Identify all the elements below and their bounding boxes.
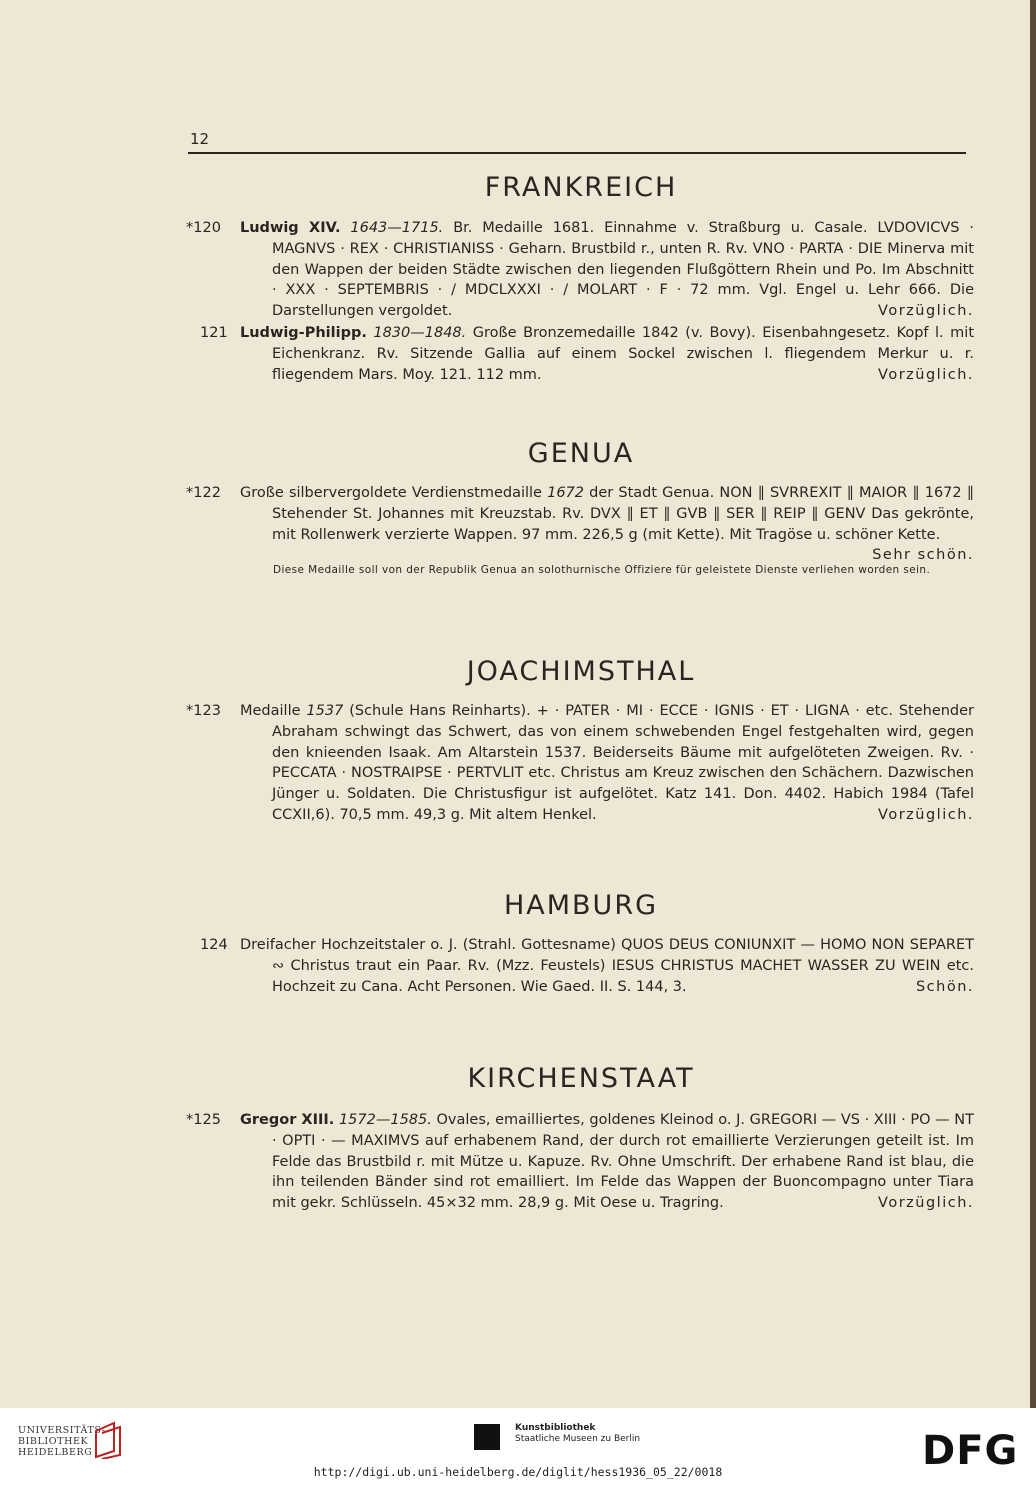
catalog-entry-123: [186, 701, 974, 826]
dfg-logo[interactable]: DFG: [922, 1428, 1019, 1474]
entry-description: Große Bronzemedaille 1842 (v. Bovy). Eisenbahngesetz. Kopf l. mit Eichenkranz. Rv. Sitzende Gallia auf einem Sockel zwischen l. fliegendem Merkur u. r. fliegendem Mars. Moy. 121. 112 mm.: [272, 325, 974, 383]
section-heading-kirchenstaat: KIRCHENSTAAT: [467, 1063, 695, 1094]
entry-dates: 1572—1585.: [338, 1112, 432, 1128]
entry-number: *122: [186, 485, 221, 501]
catalog-entry-125: [186, 1110, 974, 1214]
library-line-2: BIBLIOTHEK: [18, 1436, 89, 1447]
kunstbibliothek-title: Kunstbibliothek: [515, 1423, 596, 1433]
library-line-3: HEIDELBERG: [18, 1447, 93, 1458]
library-line-1: UNIVERSITÄTS-: [18, 1425, 106, 1436]
catalog-entry-120: [186, 218, 974, 322]
entry-grade: Vorzüglich.: [878, 366, 974, 383]
entry-grade: Schön.: [915, 978, 974, 995]
section-heading-joachimsthal: JOACHIMSTHAL: [466, 656, 696, 687]
entry-description: Ovales, emailliertes, goldenes Kleinod o. J. GREGORI — VS · XIII · PO — NT · OPTI · — MAXIMVS auf erhabenem Rand, der durch rot emaillierte Verzierungen geteilt ist. Im Felde das Brustbild r. mit Mütze u. Kapuze. Rv. Ohne Umschrift. Der erhabene Rand ist blau, die ihn teilenden Bänder sind rot emailliert. Im Felde das Wappen der Buoncompagno unter Tiara mit gekr. Schlüsseln. 45×32 mm. 28,9 g. Mit Oese u. Tragring.: [272, 1112, 975, 1212]
kunstbibliothek-subtitle: Staatliche Museen zu Berlin: [515, 1434, 641, 1444]
entry-footnote: Diese Medaille soll von der Republik Genua an solothurnische Offiziere für geleistete Dienste verliehen worden sein.: [273, 564, 931, 576]
scan-edge: [1030, 0, 1036, 1408]
entry-description: der Stadt Genua. NON ∥ SVRREXIT ∥ MAIOR ∥ 1672 ∥ Stehender St. Johannes mit Kreuzstab. Rv. DVX ∥ ET ∥ GVB ∥ SER ∥ REIP ∥ GENV Das gekrönte, mit Rollenwerk verzierte Wappen. 97 mm. 226,5 g (mit Kette). Mit Tragöse u. schöner Kette.: [272, 485, 975, 543]
entry-number: *120: [186, 220, 221, 236]
section-heading-frankreich: FRANKREICH: [484, 172, 678, 203]
entry-grade: Vorzüglich.: [878, 1195, 974, 1212]
entry-grade: Sehr schön.: [872, 547, 974, 564]
entry-description: Dreifacher Hochzeitstaler o. J. (Strahl. Gottesname) QUOS DEUS CONIUNXIT — HOMO NON SEPARET ∾ Christus traut ein Paar. Rv. (Mzz. Feustels) IESUS CHRISTUS MACHET WASSER ZU WEIN etc. Hochzeit zu Cana. Acht Personen. Wie Gaed. II. S. 144, 3.: [240, 937, 974, 995]
header-rule: [188, 152, 966, 154]
entry-description-start: Medaille: [240, 703, 301, 719]
entry-number: 124: [200, 937, 228, 953]
entry-ruler: Ludwig-Philipp.: [240, 325, 367, 341]
entry-number: *123: [186, 703, 221, 719]
source-url[interactable]: http://digi.ub.uni-heidelberg.de/diglit/hess1936_05_22/0018: [313, 1465, 723, 1479]
entry-grade: Vorzüglich.: [878, 806, 974, 823]
entry-grade: Vorzüglich.: [878, 303, 974, 320]
entry-description: Br. Medaille 1681. Einnahme v. Straßburg u. Casale. LVDOVICVS · MAGNVS · REX · CHRISTIANISS · Geharn. Brustbild r., unten R. Rv. VNO · PARTA · DIE Minerva mit den Wappen der beiden Städte zwischen den liegenden Flußgöttern Rhein und Po. Im Abschnitt · XXX · SEPTEMBRIS · / MDCLXXXI · / MOLART · F · 72 mm. Vgl. Engel u. Lehr 666. Die Darstellungen vergoldet.: [272, 220, 975, 320]
section-heading-genua: GENUA: [527, 438, 635, 469]
section-heading-hamburg: HAMBURG: [503, 890, 659, 921]
entry-dates: 1537: [306, 703, 344, 719]
entry-ruler: Ludwig XIV.: [240, 220, 341, 236]
kunstbibliothek-label[interactable]: [515, 1423, 640, 1445]
library-emblem-icon: [92, 1421, 126, 1459]
entry-description-start: Große silbervergoldete Verdienstmedaille: [240, 485, 542, 501]
kunstbibliothek-logo-icon: [474, 1424, 500, 1450]
entry-number: *125: [186, 1112, 221, 1128]
page-number: 12: [190, 130, 210, 148]
entry-dates: 1672: [547, 485, 585, 501]
catalog-entry-121: [186, 323, 974, 385]
entry-ruler: Gregor XIII.: [240, 1112, 335, 1128]
entry-description: (Schule Hans Reinharts). + · PATER · MI · ECCE · IGNIS · ET · LIGNA · etc. Stehender Abraham schwingt das Schwert, das von einem schwebenden Engel festgehalten wird, gegen den knieenden Isaak. Am Altarstein 1537. Beiderseits Bäume mit aufgelöteten Zweigen. Rv. · PECCATA · NOSTRAIPSE · PERTVLIT etc. Christus am Kreuz zwischen den Schächern. Dazwischen Jünger u. Soldaten. Die Christusfigur ist aufgelötet. Katz 141. Don. 4402. Habich 1984 (Tafel CCXII,6). 70,5 mm. 49,3 g. Mit altem Henkel.: [272, 703, 975, 823]
catalog-entry-122: [186, 483, 974, 566]
entry-dates: 1830—1848.: [373, 325, 467, 341]
entry-dates: 1643—1715.: [350, 220, 444, 236]
entry-number: 121: [200, 325, 228, 341]
catalog-entry-124: [186, 935, 974, 997]
